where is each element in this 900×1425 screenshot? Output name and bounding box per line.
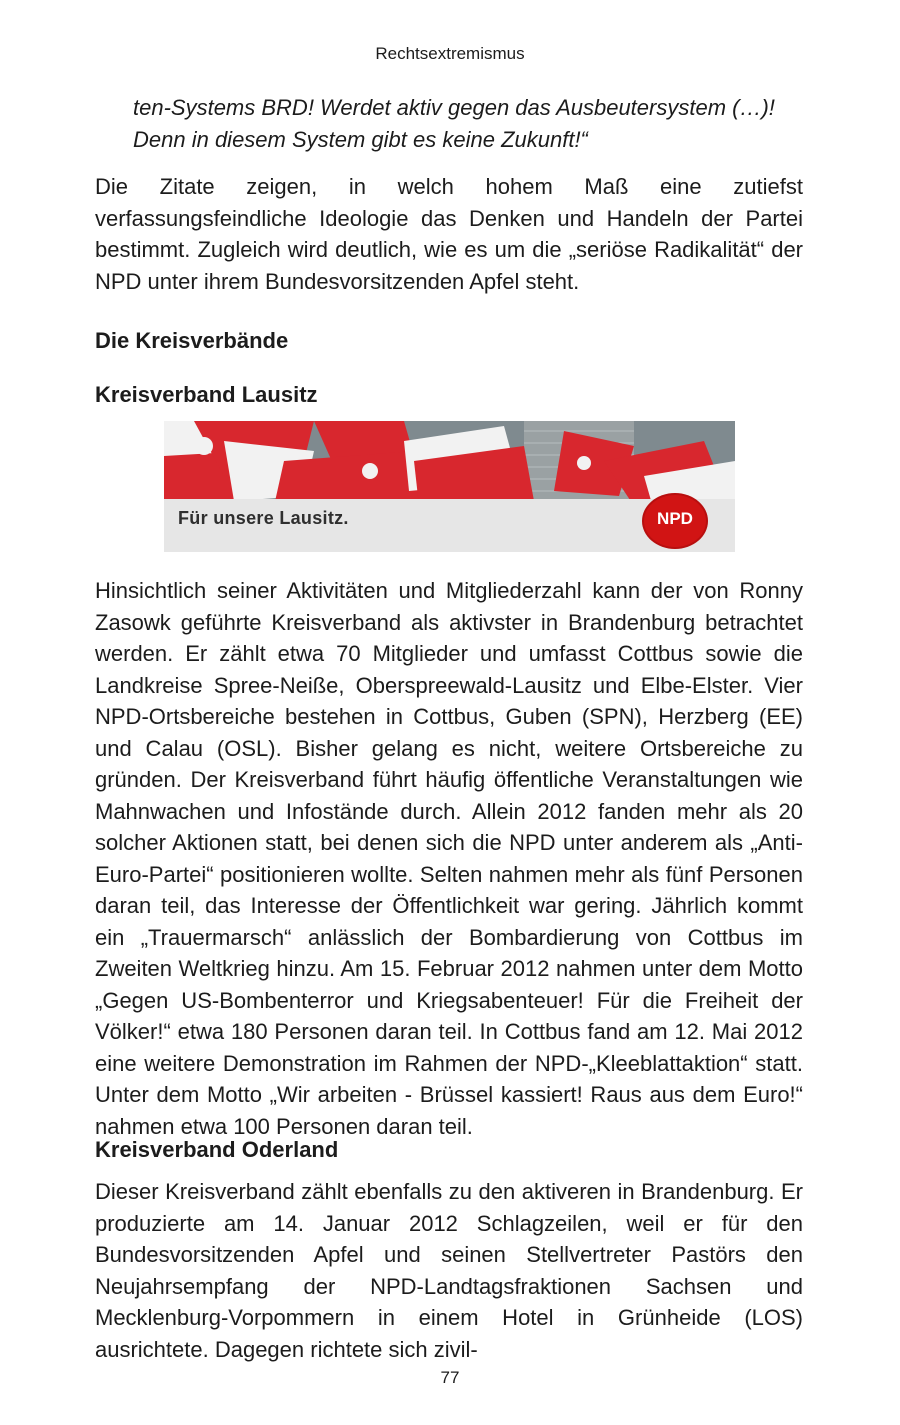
lausitz-heading: Kreisverband Lausitz — [95, 382, 318, 407]
npd-logo-badge: NPD — [644, 495, 706, 547]
banner-caption: Für unsere Lausitz. — [178, 508, 349, 528]
quote-block — [133, 92, 813, 155]
flag-emblem — [362, 463, 378, 479]
page-number: 77 — [440, 1368, 460, 1387]
oderland-paragraph: Dieser Kreisverband zählt ebenfalls zu den aktiveren in Brandenburg. Er produzierte am 14. Januar 2012 Schlagzeilen, weil er für den Bundesvorsitzenden Apfel und seinen Stellvertreter Pastörs den Neujahrsempfang der NPD-Landtagsfraktionen Sachsen und Mecklenburg-Vorpommern in einem Hotel in Grünheide (LOS) ausrichtete. Dagegen richtete sich zivil- — [95, 1179, 803, 1362]
running-header: Rechtsextremismus — [375, 44, 525, 63]
quote-line: Denn in diesem System gibt es keine Zukunft!“ — [133, 126, 588, 152]
quote-line: ten-Systems BRD! Werdet aktiv gegen das Ausbeutersystem (…)! — [133, 95, 775, 120]
intro-paragraph: Die Zitate zeigen, in welch hohem Maß eine zutiefst verfassungsfeindliche Ideologie das Denken und Handeln der Partei bestimmt. Zugleich wird deutlich, wie es um die „seriöse Radikalität“ der NPD unter ihrem Bundesvorsitzenden Apfel steht. — [95, 174, 803, 294]
lausitz-paragraph: Hinsichtlich seiner Aktivitäten und Mitgliederzahl kann der von Ronny Zasowk geführte Kreisverband als aktivster in Brandenburg betrachtet werden. Er zählt etwa 70 Mitglieder und umfasst Cottbus sowie die Landkreise Spree-Neiße, Oberspreewald-Lausitz und Elbe-Elster. Vier NPD-Ortsbereiche bestehen in Cottbus, Guben (SPN), Herzberg (EE) und Calau (OSL). Bisher gelang es nicht, weitere Ortsbereiche zu gründen. Der Kreisverband führt häufig öffentliche Veranstaltungen wie Mahnwachen und Infostände durch. Allein 2012 fanden mehr als 20 solcher Aktionen statt, bei denen sich die NPD unter anderem als „Anti-Euro-Partei“ positionieren wollte. Selten nahmen mehr als fünf Personen daran teil, das Interesse der Öffentlichkeit war gering. Jährlich kommt ein „Trauermarsch“ anlässlich der Bombardierung von Cottbus im Zweiten Weltkrieg hinzu. Am 15. Februar 2012 nahmen unter dem Motto „Gegen US-Bombenterror und Kriegsabenteuer! Für die Freiheit der Völker!“ etwa 180 Personen daran teil. In Cottbus fand am 12. Mai 2012 eine weitere Demonstration im Rahmen der NPD-„Kleeblattaktion“ statt. Unter dem Motto „Wir arbeiten - Brüssel kassiert! Raus aus dem Euro!“ nahmen etwa 100 Personen daran teil. — [95, 578, 803, 1139]
section-heading: Die Kreisverbände — [95, 328, 289, 353]
flag-emblem — [577, 456, 591, 470]
flag-emblem — [195, 437, 213, 455]
oderland-heading: Kreisverband Oderland — [95, 1137, 339, 1162]
lausitz-banner-image — [164, 421, 735, 552]
